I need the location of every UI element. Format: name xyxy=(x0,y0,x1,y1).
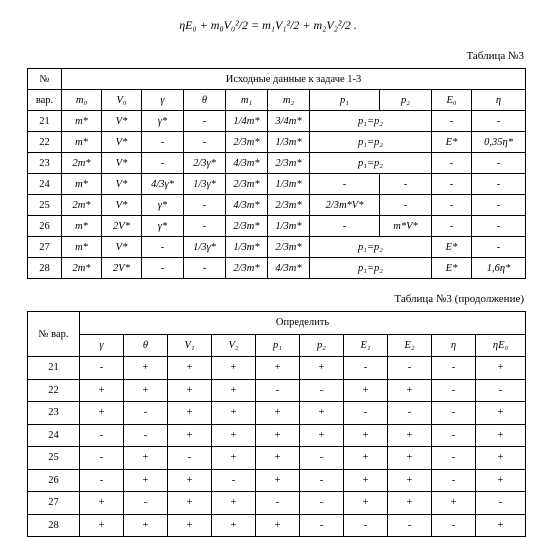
table1-cell: m* xyxy=(62,111,102,132)
table2-cell: - xyxy=(80,357,124,380)
table1-cell: 4/3m* xyxy=(226,195,268,216)
table1-col-header: p₁ xyxy=(310,90,380,111)
table2-cell: + xyxy=(476,424,526,447)
table2-cell: + xyxy=(124,514,168,537)
table1-cell: 2/3m* xyxy=(226,216,268,237)
table2-cell: + xyxy=(124,447,168,470)
table1-cell: - xyxy=(380,174,432,195)
row-number: 28 xyxy=(28,258,62,279)
table2-row xyxy=(28,469,526,492)
table1-cell: - xyxy=(184,195,226,216)
table1-cell: 4/3m* xyxy=(268,258,310,279)
table2-col-header: ηE₀ xyxy=(476,334,526,357)
table2-caption: Таблица №3 (продолжение) xyxy=(394,293,524,305)
table2-cell: - xyxy=(256,492,300,515)
table2-cell: - xyxy=(300,447,344,470)
table2-cell: - xyxy=(344,402,388,425)
table2-cell: - xyxy=(388,514,432,537)
table1-title: Исходные данные к задаче 1-3 xyxy=(62,69,526,90)
table2-cell: - xyxy=(300,492,344,515)
table1-row xyxy=(28,237,526,258)
table2-cell: + xyxy=(168,492,212,515)
row-number: 22 xyxy=(28,379,80,402)
table2-cell: + xyxy=(256,424,300,447)
table1-cell: - xyxy=(142,153,184,174)
table2-cell: + xyxy=(476,402,526,425)
table2-cell: + xyxy=(124,357,168,380)
table1-cell: 1/3m* xyxy=(268,174,310,195)
table1-cell: m* xyxy=(62,216,102,237)
table2-col-header: V₂ xyxy=(212,334,256,357)
table2-cell: - xyxy=(124,402,168,425)
row-number: 27 xyxy=(28,237,62,258)
table1-cell: - xyxy=(432,111,472,132)
table1-cell: - xyxy=(472,153,526,174)
table2-cell: + xyxy=(388,492,432,515)
table1-cell: 1/3γ* xyxy=(184,237,226,258)
table1-cell: 4/3m* xyxy=(226,153,268,174)
table1-cell: V* xyxy=(102,195,142,216)
table2-cell: + xyxy=(168,379,212,402)
table1-cell: 2/3m* xyxy=(226,132,268,153)
table1-cell: V* xyxy=(102,237,142,258)
table1-cell: E* xyxy=(432,258,472,279)
table2-cell: - xyxy=(344,357,388,380)
table2-cell: + xyxy=(168,357,212,380)
table1-cell: - xyxy=(184,132,226,153)
table2-cell: + xyxy=(344,469,388,492)
table2-cell: - xyxy=(432,379,476,402)
table2-cell: - xyxy=(256,379,300,402)
formula-text: ηE₀ + m₀V₀²/2 = m₁V₁²/2 + m₂V₂²/2 . xyxy=(179,18,357,32)
table2-cell: - xyxy=(432,469,476,492)
table2-cell: + xyxy=(432,492,476,515)
table2-row xyxy=(28,424,526,447)
table2-cell: + xyxy=(388,447,432,470)
table1-cell: 2/3m* xyxy=(268,195,310,216)
table2-cell: - xyxy=(80,469,124,492)
table2-cell: + xyxy=(256,514,300,537)
table1-row xyxy=(28,174,526,195)
table2-cell: + xyxy=(124,469,168,492)
table1-cell: - xyxy=(472,174,526,195)
table2-cell: + xyxy=(168,424,212,447)
table1-cell: E* xyxy=(432,237,472,258)
table2-cell: + xyxy=(256,469,300,492)
table1-col-header: γ xyxy=(142,90,184,111)
table1-cell: 2/3m* xyxy=(226,174,268,195)
table1-col-header: E₀ xyxy=(432,90,472,111)
table1-cell: 2V* xyxy=(102,216,142,237)
table2-col-header: p₁ xyxy=(256,334,300,357)
table1-cell: 3/4m* xyxy=(268,111,310,132)
table1-cell: - xyxy=(432,216,472,237)
table2-cell: - xyxy=(432,424,476,447)
row-number: 21 xyxy=(28,357,80,380)
table2-cell: - xyxy=(388,402,432,425)
table2-col-header: p₂ xyxy=(300,334,344,357)
table2-cell: + xyxy=(388,424,432,447)
table2-col-header: θ xyxy=(124,334,168,357)
table2-cell: - xyxy=(124,492,168,515)
table2-cell: + xyxy=(80,492,124,515)
table1-cell: 2/3m* xyxy=(268,237,310,258)
row-number: 25 xyxy=(28,195,62,216)
table1-cell: - xyxy=(310,216,380,237)
table2-cell: + xyxy=(212,357,256,380)
table2-cell: + xyxy=(212,379,256,402)
table1-cell: - xyxy=(432,195,472,216)
table1-cell: p₁=p₂ xyxy=(310,153,432,174)
table2-cell: + xyxy=(344,379,388,402)
table2-cell: + xyxy=(80,379,124,402)
table2-cell: - xyxy=(432,357,476,380)
table2-cell: + xyxy=(476,514,526,537)
table1-cell: 4/3γ* xyxy=(142,174,184,195)
table1-cell: - xyxy=(184,258,226,279)
table1-cell: - xyxy=(142,132,184,153)
table1-col-header: p₂ xyxy=(380,90,432,111)
table1-cell: V* xyxy=(102,153,142,174)
table2-cell: - xyxy=(300,379,344,402)
table1-cell: V* xyxy=(102,111,142,132)
table1-cell: V* xyxy=(102,174,142,195)
table1-col-header: m₀ xyxy=(62,90,102,111)
row-number: 27 xyxy=(28,492,80,515)
row-number: 24 xyxy=(28,174,62,195)
row-number: 23 xyxy=(28,402,80,425)
table1-cell: m* xyxy=(62,132,102,153)
table2-cell: + xyxy=(344,492,388,515)
table2-row xyxy=(28,402,526,425)
table2-cell: + xyxy=(212,492,256,515)
row-number: 24 xyxy=(28,424,80,447)
table1-cell: γ* xyxy=(142,195,184,216)
table2-cell: - xyxy=(432,447,476,470)
table2-cell: + xyxy=(124,379,168,402)
table2-col-header: E₁ xyxy=(344,334,388,357)
row-number: 22 xyxy=(28,132,62,153)
table1-cell: p₁=p₂ xyxy=(310,111,432,132)
table2-cell: + xyxy=(476,447,526,470)
table2-cell: + xyxy=(388,469,432,492)
energy-formula xyxy=(0,6,536,44)
table2-cell: + xyxy=(300,424,344,447)
table2-cell: + xyxy=(212,514,256,537)
table2-cell: + xyxy=(256,357,300,380)
table1-cell: γ* xyxy=(142,111,184,132)
table2-row xyxy=(28,514,526,537)
table2-cell: - xyxy=(168,447,212,470)
table1-cell: 2/3m* xyxy=(226,258,268,279)
table1-col-header: m₁ xyxy=(226,90,268,111)
table2-col-header: η xyxy=(432,334,476,357)
table1-cell: - xyxy=(472,111,526,132)
table1-cell: 2/3γ* xyxy=(184,153,226,174)
table2-cell: + xyxy=(212,402,256,425)
table2-cell: + xyxy=(168,402,212,425)
row-number: 26 xyxy=(28,469,80,492)
table1-cell: p₁=p₂ xyxy=(310,132,432,153)
table2-cell: + xyxy=(300,402,344,425)
table1-cell: 1/3m* xyxy=(268,132,310,153)
table2-cell: + xyxy=(168,469,212,492)
table1-cell: m* xyxy=(62,174,102,195)
table1-caption: Таблица №3 xyxy=(466,50,524,62)
table1-cell: 2m* xyxy=(62,195,102,216)
table1-cell: 1,6η* xyxy=(472,258,526,279)
table1-col-header: m₂ xyxy=(268,90,310,111)
table2-row xyxy=(28,379,526,402)
table1-row xyxy=(28,216,526,237)
row-number: 28 xyxy=(28,514,80,537)
table1-col-header: V₀ xyxy=(102,90,142,111)
table1-cell: - xyxy=(472,237,526,258)
row-number: 23 xyxy=(28,153,62,174)
initial-data-table xyxy=(27,68,526,279)
table2-cell: - xyxy=(476,492,526,515)
table1-cell: 2/3m*V* xyxy=(310,195,380,216)
table1-cell: 2V* xyxy=(102,258,142,279)
table1-cell: 0,35η* xyxy=(472,132,526,153)
table1-cell: 1/3γ* xyxy=(184,174,226,195)
table1-row xyxy=(28,258,526,279)
table1-row xyxy=(28,153,526,174)
table2-cell: + xyxy=(256,402,300,425)
table1-cell: - xyxy=(472,216,526,237)
table2-cell: + xyxy=(80,514,124,537)
table1-cell: - xyxy=(380,195,432,216)
table1-cell: - xyxy=(310,174,380,195)
table2-cell: + xyxy=(388,379,432,402)
table2-cell: + xyxy=(344,424,388,447)
table1-cell: E* xyxy=(432,132,472,153)
table1-cell: - xyxy=(142,237,184,258)
table1-cell: - xyxy=(432,153,472,174)
table1-cell: V* xyxy=(102,132,142,153)
table1-row xyxy=(28,132,526,153)
table1-cell: p₁=p₂ xyxy=(310,237,432,258)
table2-col-header: V₁ xyxy=(168,334,212,357)
table2-cell: + xyxy=(476,469,526,492)
table2-cell: - xyxy=(80,424,124,447)
table1-col-header: θ xyxy=(184,90,226,111)
table2-cell: + xyxy=(256,447,300,470)
table2-cell: - xyxy=(300,469,344,492)
table1-cell: - xyxy=(472,195,526,216)
table2-cell: - xyxy=(476,379,526,402)
table1-row xyxy=(28,111,526,132)
table2-row xyxy=(28,357,526,380)
table2-cell: + xyxy=(80,402,124,425)
table1-row xyxy=(28,195,526,216)
table1-cell: m* xyxy=(62,237,102,258)
row-number: 21 xyxy=(28,111,62,132)
table2-cell: + xyxy=(212,424,256,447)
table2-cell: + xyxy=(300,357,344,380)
table1-col-header: η xyxy=(472,90,526,111)
table2-col-header: E₂ xyxy=(388,334,432,357)
table1-cell: - xyxy=(142,258,184,279)
table1-cell: 2/3m* xyxy=(268,153,310,174)
table2-cell: + xyxy=(168,514,212,537)
table2-cell: - xyxy=(432,402,476,425)
table2-cell: - xyxy=(124,424,168,447)
table1-cell: 1/3m* xyxy=(226,237,268,258)
table2-cell: - xyxy=(80,447,124,470)
table2-cell: - xyxy=(300,514,344,537)
table2-cell: - xyxy=(388,357,432,380)
table2-row xyxy=(28,492,526,515)
table2-cell: + xyxy=(344,447,388,470)
table1-cell: - xyxy=(184,111,226,132)
table1-cell: 1/3m* xyxy=(268,216,310,237)
header-var: вар. xyxy=(28,90,62,111)
table2-cell: - xyxy=(212,469,256,492)
table1-cell: γ* xyxy=(142,216,184,237)
table1-cell: 1/4m* xyxy=(226,111,268,132)
table1-cell: - xyxy=(432,174,472,195)
table2-col-header: γ xyxy=(80,334,124,357)
table2-title: Определить xyxy=(80,312,526,335)
table2-cell: + xyxy=(212,447,256,470)
table2-row xyxy=(28,447,526,470)
table1-cell: 2m* xyxy=(62,153,102,174)
row-number: 26 xyxy=(28,216,62,237)
table1-cell: m*V* xyxy=(380,216,432,237)
determine-table xyxy=(27,311,526,537)
table2-cell: + xyxy=(476,357,526,380)
header-var-number: № вар. xyxy=(28,312,80,357)
table2-cell: - xyxy=(344,514,388,537)
header-no: № xyxy=(28,69,62,90)
table1-cell: - xyxy=(184,216,226,237)
table1-cell: p₁=p₂ xyxy=(310,258,432,279)
row-number: 25 xyxy=(28,447,80,470)
table2-cell: - xyxy=(432,514,476,537)
table1-cell: 2m* xyxy=(62,258,102,279)
